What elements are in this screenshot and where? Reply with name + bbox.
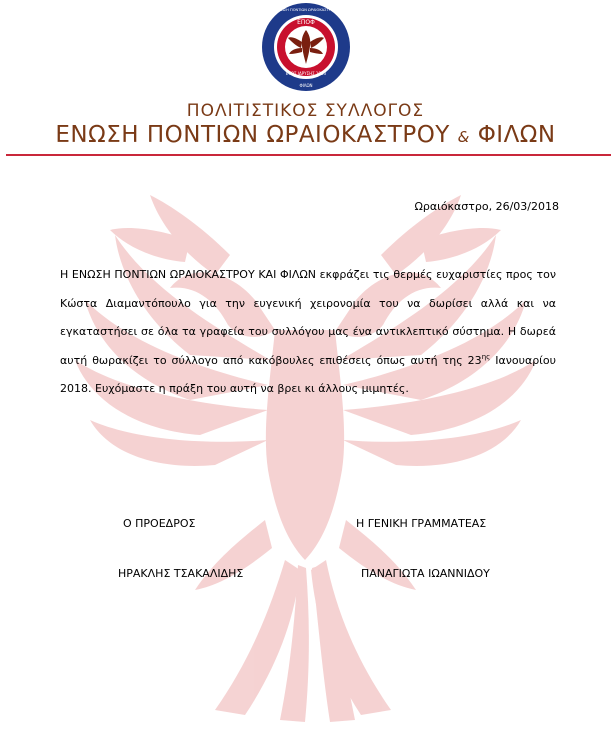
letter-body-superscript: ης: [481, 352, 491, 361]
seal-ribbon-text: ΕΤΟΣ ΙΔΡΥΣΗΣ 1993: [285, 71, 327, 76]
org-title-end: ΦΙΛΩΝ: [477, 122, 556, 148]
org-title-ampersand: &: [457, 128, 470, 146]
org-title: [0, 122, 611, 148]
president-role: Ο ΠΡΟΕΔΡΟΣ: [123, 517, 196, 530]
letter-body-part2: Ιανουαρίου 2018. Ευχόμαστε η πράξη του αυτή να βρει κι άλλους μιμητές.: [60, 353, 557, 395]
seal-bottom-text: ΦΙΛΩΝ: [299, 83, 313, 88]
seal-monogram: ΕΠΟΦ: [297, 19, 315, 26]
club-seal-logo: [261, 2, 351, 92]
letter-date: Ωραιόκαστρο, 26/03/2018: [414, 200, 559, 213]
secretary-role: Η ΓΕΝΙΚΗ ΓΡΑΜΜΑΤΕΑΣ: [356, 517, 487, 530]
org-title-main: ΕΝΩΣΗ ΠΟΝΤΙΩΝ ΩΡΑΙΟΚΑΣΤΡΟΥ: [55, 122, 450, 148]
header-divider: [6, 154, 611, 156]
secretary-name: ΠΑΝΑΓΙΩΤΑ ΙΩΑΝΝΙΔΟΥ: [361, 567, 490, 580]
president-name: ΗΡΑΚΛΗΣ ΤΣΑΚΑΛΙΔΗΣ: [118, 567, 244, 580]
letter-body: [60, 261, 556, 404]
letter-body-part1: Η ΕΝΩΣΗ ΠΟΝΤΙΩΝ ΩΡΑΙΟΚΑΣΤΡΟΥ ΚΑΙ ΦΙΛΩΝ εκφράζει τις θερμές ευχαριστίες προς τον Κώστα Διαμαντόπουλο για την ευγενική χειρονομία του να δωρίσει αλλά και να εγκαταστήσει σε όλα τα γραφεία του συλλόγου μας ένα αντικλεπτικό σύστημα. Η δωρεά αυτή θωρακίζει το σύλλογο από κακόβουλες επιθέσεις όπως αυτή της 23: [60, 268, 556, 367]
seal-outer-text: ΕΝΩΣΗ ΠΟΝΤΙΩΝ ΩΡΑΙΟΚΑΣΤΡΟΥ: [276, 8, 336, 12]
org-subtitle: ΠΟΛΙΤΙΣΤΙΚΟΣ ΣΥΛΛΟΓΟΣ: [186, 101, 425, 121]
